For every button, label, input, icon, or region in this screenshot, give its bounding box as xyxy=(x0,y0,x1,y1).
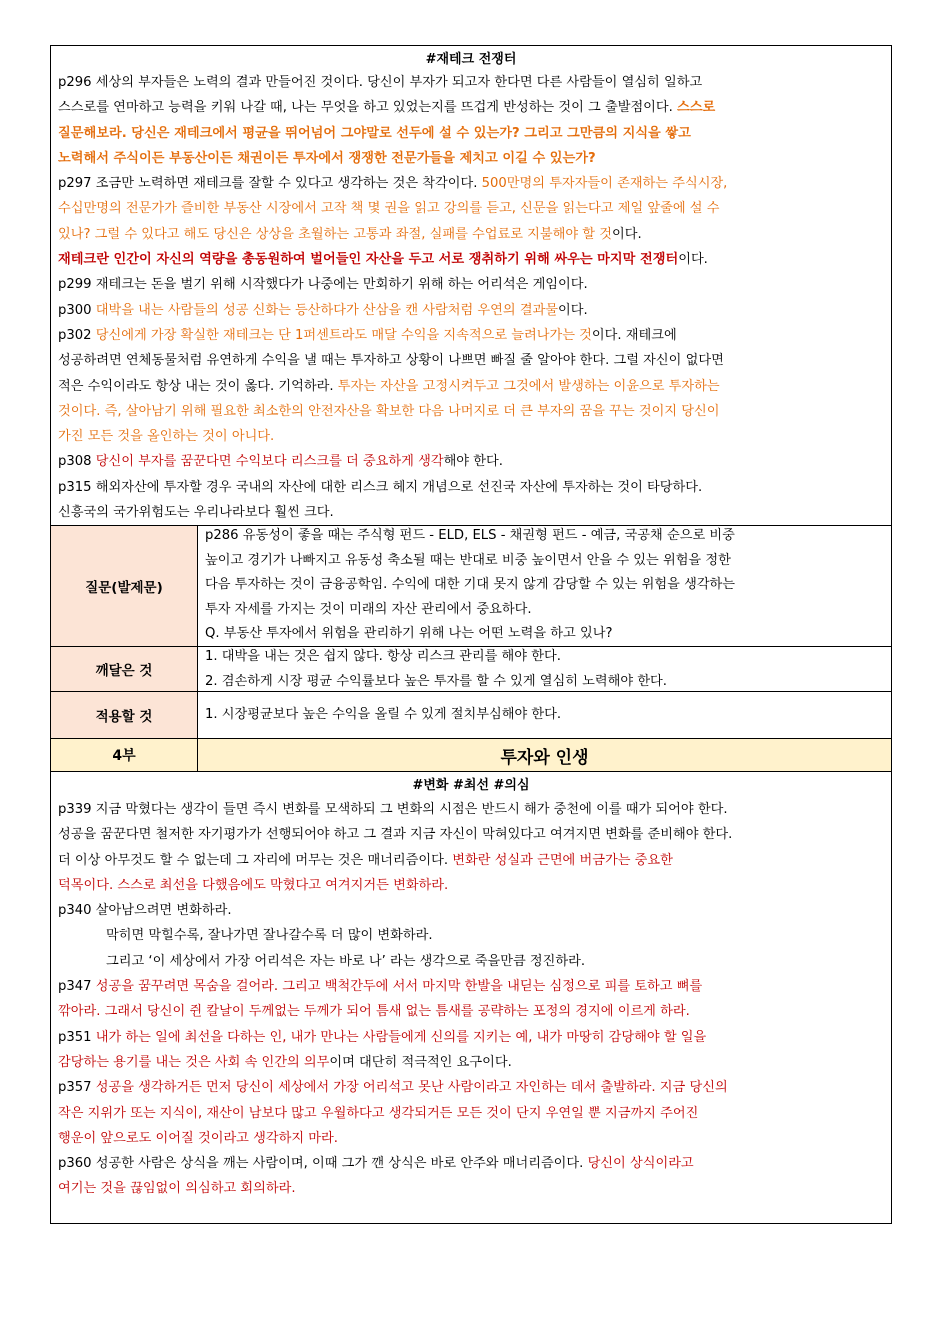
text-line xyxy=(58,298,884,323)
text-line xyxy=(58,898,884,923)
page-frame xyxy=(50,45,892,1224)
text-run: p351 xyxy=(58,1029,96,1045)
text-line xyxy=(58,923,884,948)
text-run: 그리고 ‘이 세상에서 가장 어리석은 자는 바로 나’ 라는 생각으로 죽을만큼 정진하라. xyxy=(106,953,586,969)
text-line xyxy=(58,475,884,500)
text-run: 신흥국의 국가위험도는 우리나라보다 훨씬 크다. xyxy=(58,505,334,521)
text-run: 이다. 재테크에 xyxy=(591,327,677,343)
text-run: 더 이상 아무것도 할 수 없는데 그 자리에 머무는 것은 매너리즘이다. xyxy=(58,852,453,868)
text-run: 성공을 꿈꾸려면 목숨을 걸어라. 그리고 백척간두에 서서 마지막 한발을 내딛는 심정으로 피를 토하고 뼈를 xyxy=(95,979,703,995)
question-content xyxy=(205,524,885,647)
text-line xyxy=(58,797,884,822)
text-run: 가진 모든 것을 올인하는 것이 아니다. xyxy=(58,429,275,445)
text-run: 당신에게 가장 확실한 재테크는 단 1퍼센트라도 매달 수익을 지속적으로 늘려나가는 것 xyxy=(95,327,592,343)
cell-line: p286 유동성이 좋을 때는 주식형 펀드 - ELD, ELS - 채권형 펀드 - 예금, 국공채 순으로 비중 xyxy=(205,528,735,543)
text-line xyxy=(58,949,884,974)
text-run: 대박을 내는 사람들의 성공 신화는 등산하다가 산삼을 캔 사람처럼 우연의 결과물 xyxy=(95,302,559,318)
text-line xyxy=(58,1126,884,1151)
question-label: 질문(발제문) xyxy=(51,526,197,646)
text-line xyxy=(58,974,884,999)
cell-line: 1. 시장평균보다 높은 수익을 올릴 수 있게 절치부심해야 한다. xyxy=(205,707,562,722)
text-run: 당신이 부자를 꿈꾼다면 수익보다 리스크를 더 중요하게 생각 xyxy=(95,454,444,470)
text-run: 수십만명의 전문가가 즐비한 부동산 시장에서 고작 책 몇 권을 읽고 강의를 듣고, 신문을 읽는다고 제일 앞줄에 설 수 xyxy=(58,201,720,217)
text-run: p308 xyxy=(58,454,96,470)
text-run: 깎아라. 그래서 당신이 쥔 칼날이 두께없는 두께가 되어 틈새 없는 틈새를 공략하는 포정의 경지에 이르게 하라. xyxy=(58,1004,690,1020)
text-run: 작은 지위가 또는 지식이, 재산이 남보다 많고 우월하다고 생각되거든 모든 것이 단지 우연일 뿐 지금까지 주어진 xyxy=(58,1105,699,1121)
column-divider xyxy=(197,525,198,771)
text-run: p360 성공한 사람은 상식을 깨는 사람이며, 이때 그가 깬 상식은 바로 안주와 매너리즘이다. xyxy=(58,1156,588,1172)
text-line xyxy=(58,399,884,424)
text-line xyxy=(58,196,884,221)
section2-body xyxy=(51,797,891,1202)
text-run: 이다. xyxy=(558,302,588,318)
text-run: 변화란 성실과 근면에 버금가는 중요한 xyxy=(452,852,673,868)
text-line xyxy=(58,1176,884,1201)
part-title: 투자와 인생 xyxy=(500,747,589,768)
part-number: 4부 xyxy=(112,748,136,764)
text-line xyxy=(58,247,884,272)
text-line xyxy=(58,848,884,873)
text-run: p340 살아남으려면 변화하라. xyxy=(58,903,232,919)
text-run: 노력해서 주식이든 부동산이든 채권이든 투자에서 쟁쟁한 전문가들을 제치고 이길 수 있는가? xyxy=(58,150,596,166)
text-run: 해야 한다. xyxy=(443,454,503,470)
text-run: p315 해외자산에 투자할 경우 국내의 자산에 대한 리스크 헤지 개념으로 선진국 자산에 투자하는 것이 타당하다. xyxy=(58,479,703,495)
text-run: p302 xyxy=(58,327,96,343)
text-run: p339 지금 막혔다는 생각이 들면 즉시 변화를 모색하되 그 변화의 시점은 반드시 해가 중천에 이를 때가 되어야 한다. xyxy=(58,802,728,817)
text-line xyxy=(58,1025,884,1050)
text-run: p300 xyxy=(58,302,96,318)
section-tag-finance-war: #재테크 전쟁터 xyxy=(425,52,517,67)
text-line xyxy=(58,1101,884,1126)
apply-content xyxy=(205,703,885,728)
cell-line: 1. 대박을 내는 것은 쉽지 않다. 항상 리스크 관리를 해야 한다. xyxy=(205,649,561,664)
text-run: p297 조금만 노력하면 재테크를 잘할 수 있다고 생각하는 것은 착각이다. xyxy=(58,176,482,192)
text-run: 성공을 꿈꾼다면 철저한 자기평가가 선행되어야 하고 그 결과 지금 자신이 막혀있다고 여겨지면 변화를 준비해야 한다. xyxy=(58,827,733,843)
text-run: 여기는 것을 끊임없이 의심하고 회의하라. xyxy=(58,1181,296,1197)
text-line xyxy=(58,449,884,474)
cell-line: 투자 자세를 가지는 것이 미래의 자산 관리에서 중요하다. xyxy=(205,601,532,617)
text-run: 적은 수익이라도 항상 내는 것이 옳다. 기억하라. xyxy=(58,378,338,394)
text-run: 성공하려면 연체동물처럼 유연하게 수익을 낼 때는 투자하고 상황이 나쁘면 빠질 줄 알아야 한다. 그럴 자신이 없다면 xyxy=(58,353,724,369)
text-run: 행운이 앞으로도 이어질 것이라고 생각하지 마라. xyxy=(58,1130,338,1146)
text-run: 당신이 상식이라고 xyxy=(587,1156,694,1172)
text-run: 것이다. 즉, 살아남기 위해 필요한 최소한의 안전자산을 확보한 다음 나머지로 더 큰 부자의 꿈을 꾸는 것이지 당신이 xyxy=(58,403,720,419)
text-line xyxy=(58,424,884,449)
text-line xyxy=(58,500,884,525)
cell-line: 높이고 경기가 나빠지고 유동성 축소될 때는 반대로 비중 높이면서 안을 수 있는 위험을 정한 xyxy=(205,552,731,568)
text-line xyxy=(58,272,884,297)
text-line xyxy=(58,822,884,847)
cell-line: Q. 부동산 투자에서 위험을 관리하기 위해 나는 어떤 노력을 하고 있나? xyxy=(205,626,613,641)
section-tag-change: #변화 #최선 #의심 xyxy=(412,778,530,793)
text-run: 덕목이다. 스스로 최선을 다했음에도 막혔다고 여겨지거든 변화하라. xyxy=(58,877,449,893)
text-line xyxy=(58,323,884,348)
text-run: p299 재테크는 돈을 벌기 위해 시작했다가 나중에는 만회하기 위해 하는 어리석은 게임이다. xyxy=(58,277,588,293)
cell-line: 다음 투자하는 것이 금융공학임. 수익에 대한 기대 못지 않게 감당할 수 있는 위험을 생각하는 xyxy=(205,577,736,592)
text-line xyxy=(58,222,884,247)
text-run: 투자는 자산을 고정시켜두고 그것에서 발생하는 이윤으로 투자하는 xyxy=(337,378,720,394)
text-run: 있나? 그럴 수 있다고 해도 당신은 상상을 초월하는 고통과 좌절, 실패를 수업료로 지불해야 할 것 xyxy=(58,226,612,242)
text-run: 내가 하는 일에 최선을 다하는 인, 내가 만나는 사람들에게 신의를 지키는 예, 내가 마땅히 감당해야 할 일을 xyxy=(95,1029,707,1045)
realization-label: 깨달은 것 xyxy=(51,647,197,691)
divider xyxy=(51,771,891,772)
text-run: 스스로 xyxy=(677,100,716,116)
text-line xyxy=(58,348,884,373)
section1-body xyxy=(51,70,891,525)
text-run: 500만명의 투자자들이 존재하는 주식시장, xyxy=(481,176,728,192)
text-run: p296 세상의 부자들은 노력의 결과 만들어진 것이다. 당신이 부자가 되고자 한다면 다른 사람들이 열심히 일하고 xyxy=(58,75,703,90)
text-run: 이다. xyxy=(611,226,642,242)
text-run: 이며 대단히 적극적인 요구이다. xyxy=(329,1054,512,1070)
text-line xyxy=(58,70,884,95)
text-run: p357 xyxy=(58,1080,96,1096)
apply-label: 적용할 것 xyxy=(51,692,197,738)
text-run: p347 xyxy=(58,979,96,995)
realization-content xyxy=(205,645,885,694)
text-line xyxy=(58,873,884,898)
text-line xyxy=(58,374,884,399)
text-run: 스스로를 연마하고 능력을 키워 나갈 때, 나는 무엇을 하고 있었는지를 뜨겁게 반성하는 것이 그 출발점이다. xyxy=(58,100,678,116)
text-line xyxy=(58,95,884,120)
text-line xyxy=(58,1151,884,1176)
part-header xyxy=(51,739,891,771)
text-line xyxy=(58,146,884,171)
text-run: 질문해보라. 당신은 재테크에서 평균을 뛰어넘어 그야말로 선두에 설 수 있는가? 그리고 그만큼의 지식을 쌓고 xyxy=(58,125,691,141)
text-run: 성공을 생각하거든 먼저 당신이 세상에서 가장 어리석고 못난 사람이라고 자인하는 데서 출발하라. 지금 당신의 xyxy=(95,1080,728,1096)
text-line xyxy=(58,121,884,146)
text-run: 막히면 막힐수록, 잘나가면 잘나갈수록 더 많이 변화하라. xyxy=(106,928,433,944)
cell-line: 2. 겸손하게 시장 평균 수익률보다 높은 투자를 할 수 있게 열심히 노력해야 한다. xyxy=(205,673,667,689)
text-line xyxy=(58,999,884,1024)
text-line xyxy=(58,1075,884,1100)
text-run: 재테크란 인간이 자신의 역량을 총동원하여 벌어들인 자산을 두고 서로 쟁취하기 위해 싸우는 마지막 전쟁터 xyxy=(58,252,679,268)
text-line xyxy=(58,1050,884,1075)
text-run: 이다. xyxy=(678,252,708,268)
text-line xyxy=(58,171,884,196)
text-run: 감당하는 용기를 내는 것은 사회 속 인간의 의무 xyxy=(58,1054,330,1070)
